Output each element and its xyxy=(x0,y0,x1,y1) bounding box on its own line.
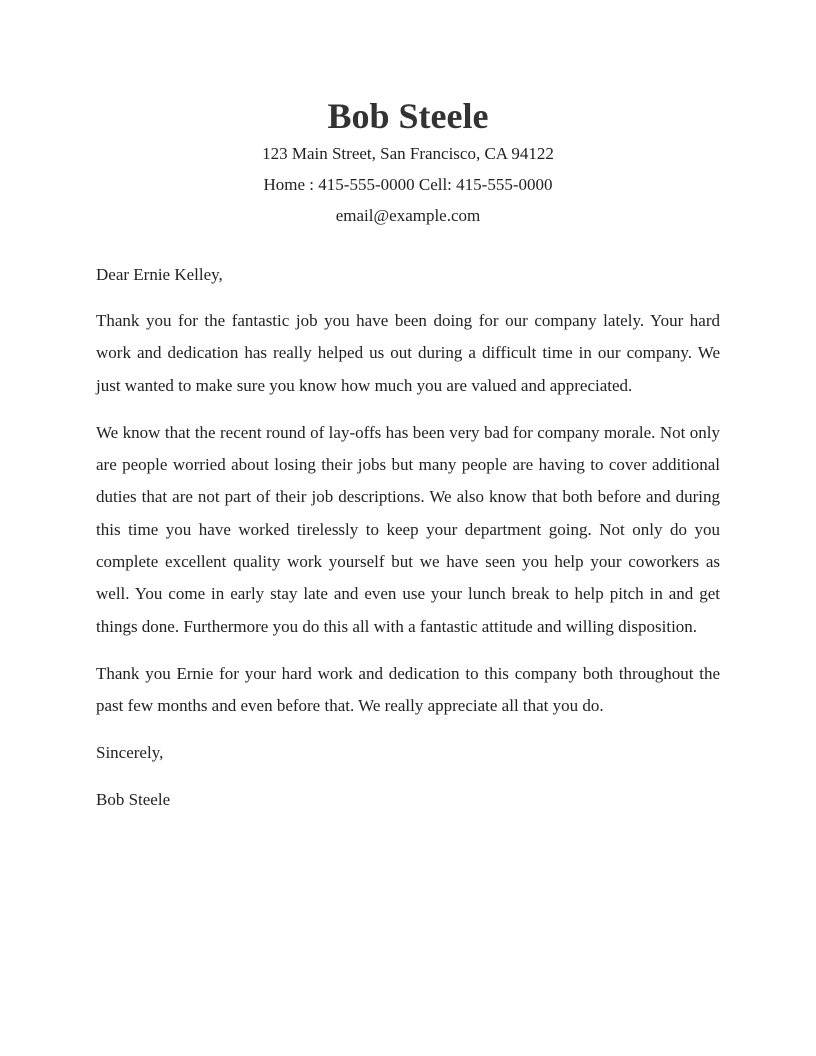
body-paragraph-2: We know that the recent round of lay-offs has been very bad for company morale. Not only are people worried about losing their jobs but many people are having to cover additional duties that are not part of their job descriptions. We also know that both before and during this time you have worked tirelessly to keep your department going. Not only do you complete excellent quality work yourself but we have seen you help your coworkers as well. You come in early stay late and even use your lunch break to help pitch in and get things done. Furthermore you do this all with a fantastic attitude and willing disposition. xyxy=(96,422,720,636)
letterhead xyxy=(0,94,816,231)
sender-phones: Home : 415-555-0000 Cell: 415-555-0000 xyxy=(263,175,553,194)
body-paragraph-1: Thank you for the fantastic job you have been doing for our company lately. Your hard work and dedication has really helped us out during a difficult time in our company. We just wanted to make sure you know how much you are valued and appreciated. xyxy=(96,311,720,395)
sender-address: 123 Main Street, San Francisco, CA 94122 xyxy=(262,144,554,163)
sender-name: Bob Steele xyxy=(327,96,489,136)
body-paragraph-3: Thank you Ernie for your hard work and dedication to this company both throughout the past few months and even before that. We really appreciate all that you do. xyxy=(96,663,720,716)
salutation: Dear Ernie Kelley, xyxy=(96,265,223,284)
sender-email: email@example.com xyxy=(335,206,481,225)
signature: Bob Steele xyxy=(96,789,171,809)
closing: Sincerely, xyxy=(96,742,164,762)
letter-body xyxy=(96,260,720,815)
